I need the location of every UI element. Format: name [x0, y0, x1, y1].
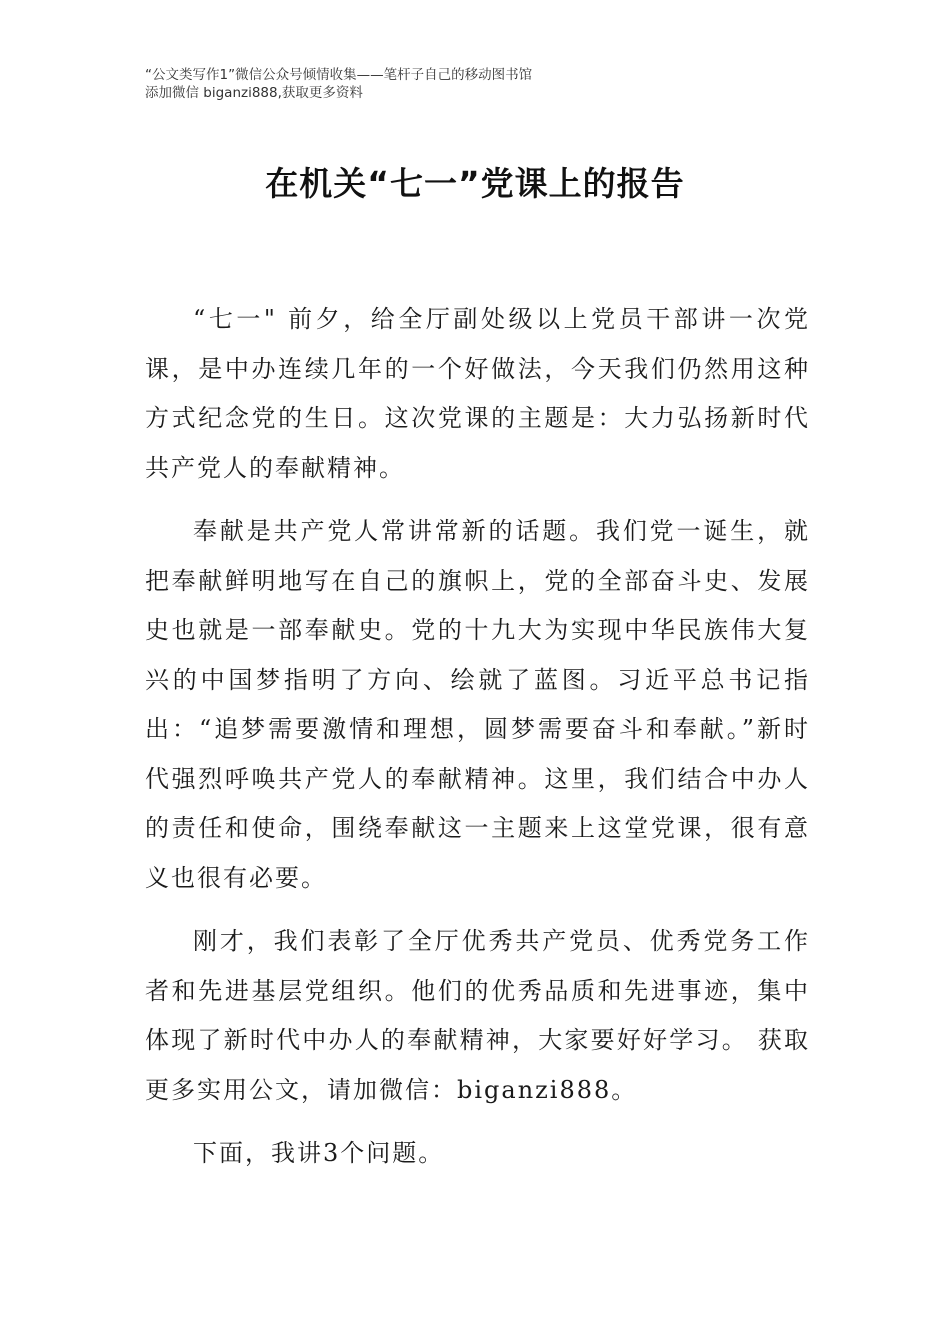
paragraph-2: 奉献是共产党人常讲常新的话题。我们党一诞生，就把奉献鲜明地写在自己的旗帜上，党的全部奋斗史、发展史也就是一部奉献史。党的十九大为实现中华民族伟大复兴的中国梦指明了方向、绘就了蓝图。习近平总书记指出：“追梦需要激情和理想，圆梦需要奋斗和奉献。”新时代强烈呼唤共产党人的奉献精神。这里，我们结合中办人的责任和使命，围绕奉献这一主题来上这堂党课，很有意义也很有必要。 [145, 517, 810, 892]
header-line-2: 添加微信 biganzi888,获取更多资料 [145, 85, 363, 101]
paragraph-4: 下面，我讲3个问题。 [193, 1139, 445, 1167]
page-header [145, 66, 532, 102]
document-body [145, 295, 810, 1193]
document-title: 在机关“七一”党课上的报告 [265, 164, 685, 203]
header-line-1: “公文类写作1”微信公众号倾情收集——笔杆子自己的移动图书馆 [145, 67, 533, 83]
paragraph-3: 刚才，我们表彰了全厅优秀共产党员、优秀党务工作者和先进基层党组织。他们的优秀品质和先进事迹，集中体现了新时代中办人的奉献精神，大家要好好学习。 获取更多实用公文，请加微信：biganzi888。 [145, 927, 810, 1104]
paragraph-1: “七一" 前夕，给全厅副处级以上党员干部讲一次党课，是中办连续几年的一个好做法，今天我们仍然用这种方式纪念党的生日。这次党课的主题是：大力弘扬新时代共产党人的奉献精神。 [145, 305, 810, 482]
